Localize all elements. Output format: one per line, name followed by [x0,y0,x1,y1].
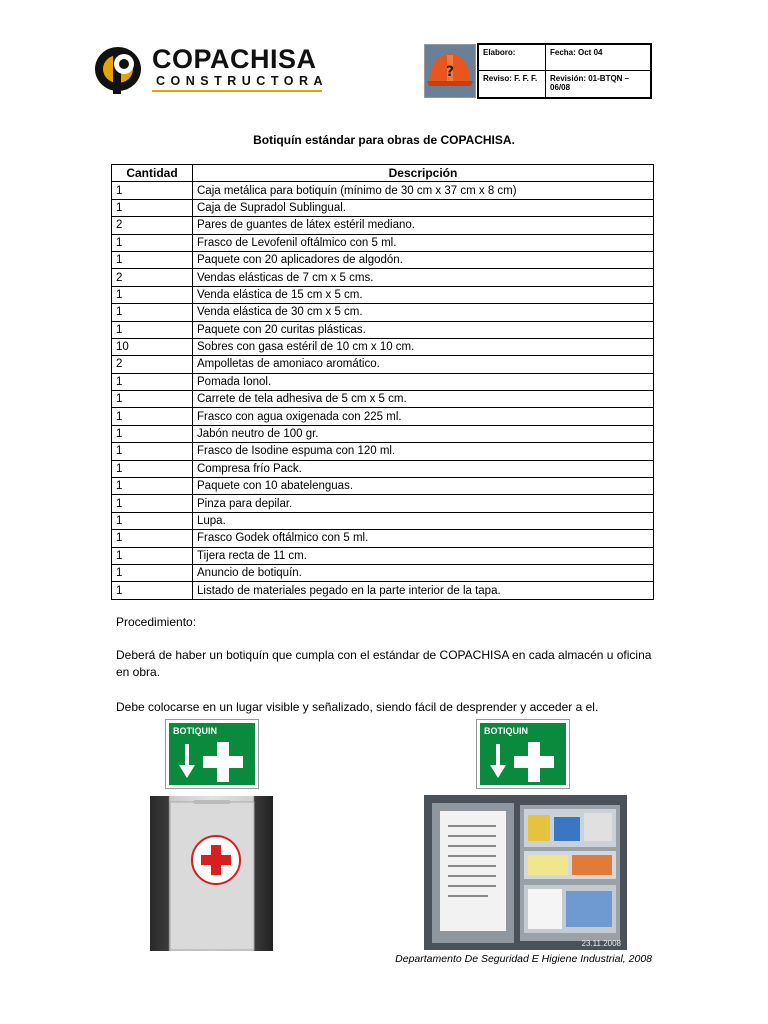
procedure-paragraph-2: Debe colocarse en un lugar visible y señalizado, siendo fácil de desprender y acceder a el. [116,700,599,714]
desc-cell: Caja metálica para botiquín (mínimo de 30 cm x 37 cm x 8 cm) [193,182,654,199]
qty-cell: 1 [112,478,193,495]
qty-cell: 1 [112,321,193,338]
table-row [112,582,654,599]
desc-cell: Listado de materiales pegado en la parte interior de la tapa. [193,582,654,599]
desc-cell: Caja de Supradol Sublingual. [193,199,654,216]
desc-cell: Vendas elásticas de 7 cm x 5 cms. [193,269,654,286]
brand-subtitle: CONSTRUCTORA [156,74,329,88]
table-row [112,373,654,390]
table-row [112,443,654,460]
desc-cell: Tijera recta de 11 cm. [193,547,654,564]
procedure-paragraph-1: Deberá de haber un botiquín que cumpla con el estándar de COPACHISA en cada almacén u oficina en obra. [116,648,652,679]
table-row [112,512,654,529]
qty-cell: 1 [112,512,193,529]
table-row [112,286,654,303]
closed-first-aid-cabinet-photo [150,796,273,951]
qty-cell: 1 [112,373,193,390]
qty-cell: 1 [112,547,193,564]
qty-cell: 1 [112,391,193,408]
table-row [112,478,654,495]
table-row [112,425,654,442]
sign-label: BOTIQUIN [173,726,217,736]
photo-date-stamp: 23.11.2008 [581,939,621,948]
desc-cell: Pomada Ionol. [193,373,654,390]
qty-cell: 1 [112,582,193,599]
desc-cell: Paquete con 20 curitas plásticas. [193,321,654,338]
desc-cell: Venda elástica de 15 cm x 5 cm. [193,286,654,303]
desc-cell: Sobres con gasa estéril de 10 cm x 10 cm. [193,338,654,355]
desc-cell: Jabón neutro de 100 gr. [193,425,654,442]
col-header-desc: Descripción [193,165,654,182]
table-row [112,547,654,564]
col-header-qty: Cantidad [112,165,193,182]
table-row [112,269,654,286]
desc-cell: Anuncio de botiquín. [193,564,654,581]
qty-cell: 1 [112,425,193,442]
qty-cell: 1 [112,460,193,477]
desc-cell: Carrete de tela adhesiva de 5 cm x 5 cm. [193,391,654,408]
company-logo [94,40,329,98]
desc-cell: Compresa frío Pack. [193,460,654,477]
qty-cell: 2 [112,269,193,286]
qty-cell: 1 [112,251,193,268]
first-aid-sign-right [477,720,569,788]
table-row [112,356,654,373]
sign-label: BOTIQUIN [484,726,528,736]
revision-cell: Revisión: 01-BTQN – 06/08 [550,74,630,92]
desc-cell: Frasco de Levofenil oftálmico con 5 ml. [193,234,654,251]
qty-cell: 1 [112,564,193,581]
fecha-cell: Fecha: Oct 04 [546,45,650,71]
desc-cell: Pinza para depilar. [193,495,654,512]
logo-rule [152,90,322,92]
qty-cell: 2 [112,356,193,373]
desc-cell: Frasco con agua oxigenada con 225 ml. [193,408,654,425]
qty-cell: 1 [112,234,193,251]
table-row [112,530,654,547]
table-row [112,338,654,355]
table-row [112,199,654,216]
procedure-heading: Procedimiento: [116,615,197,629]
logo-mark-icon [94,42,150,96]
qty-cell: 1 [112,304,193,321]
table-row [112,495,654,512]
document-info-table [477,43,652,99]
table-row [112,304,654,321]
table-header-row [112,165,654,182]
qty-cell: 1 [112,530,193,547]
desc-cell: Paquete con 20 aplicadores de algodón. [193,251,654,268]
qty-cell: 1 [112,495,193,512]
desc-cell: Paquete con 10 abatelenguas. [193,478,654,495]
qty-cell: 2 [112,217,193,234]
desc-cell: Pares de guantes de látex estéril mediano. [193,217,654,234]
supplies-table [111,164,654,600]
table-row [112,321,654,338]
qty-cell: 1 [112,199,193,216]
qty-cell: 1 [112,286,193,303]
helmet-icon [424,44,476,98]
desc-cell: Frasco Godek oftálmico con 5 ml. [193,530,654,547]
table-row [112,251,654,268]
desc-cell: Frasco de Isodine espuma con 120 ml. [193,443,654,460]
table-row [112,234,654,251]
desc-cell: Ampolletas de amoniaco aromático. [193,356,654,373]
open-first-aid-cabinet-photo [424,795,627,950]
desc-cell: Lupa. [193,512,654,529]
desc-cell: Venda elástica de 30 cm x 5 cm. [193,304,654,321]
table-row [112,391,654,408]
table-row [112,408,654,425]
qty-cell: 1 [112,182,193,199]
qty-cell: 1 [112,408,193,425]
table-row [112,217,654,234]
elaboro-cell: Elaboro: [479,45,546,71]
table-row [112,564,654,581]
brand-name: COPACHISA [152,44,317,74]
qty-cell: 1 [112,443,193,460]
reviso-cell: Reviso: F. F. F. [479,71,546,97]
page-title: Botiquín estándar para obras de COPACHISA. [253,133,515,147]
svg-text:?: ? [446,64,455,80]
table-row [112,460,654,477]
first-aid-sign-left [166,720,258,788]
table-row [112,182,654,199]
photo-caption: Departamento De Seguridad E Higiene Industrial, 2008 [395,953,652,965]
qty-cell: 10 [112,338,193,355]
